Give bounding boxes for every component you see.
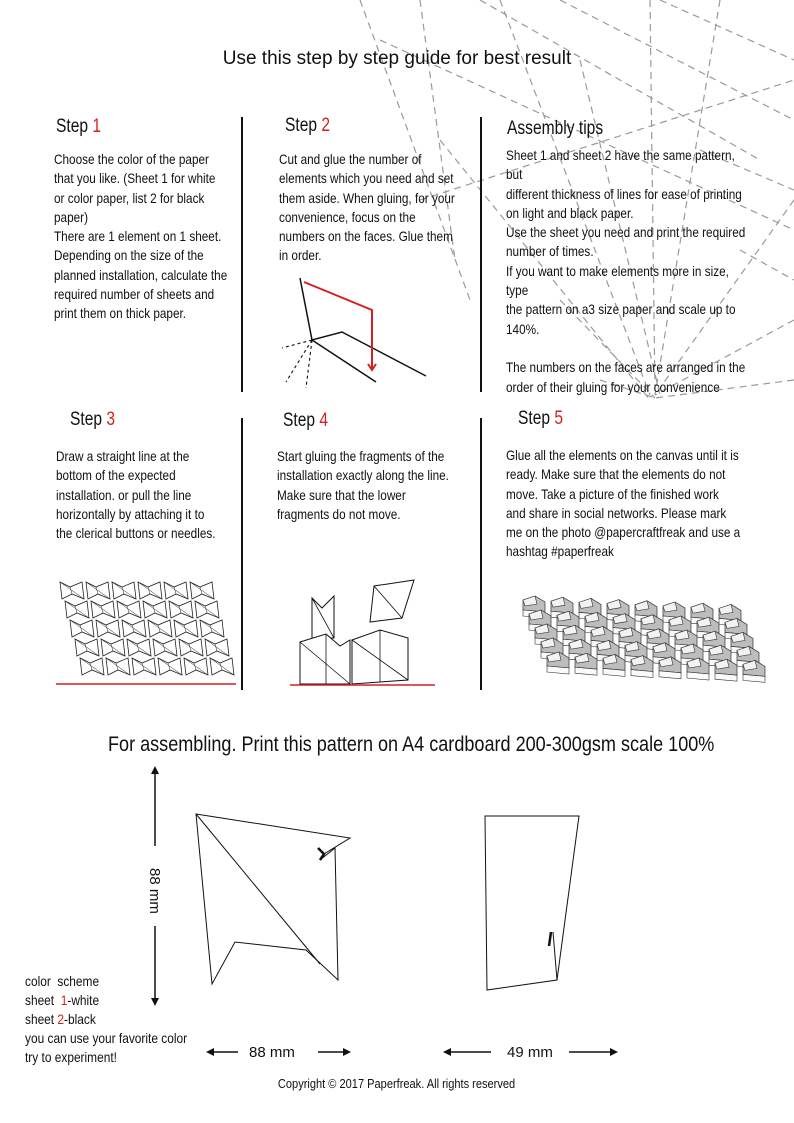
tile	[127, 639, 151, 656]
step-3-pattern-illustration	[56, 578, 236, 688]
tile	[138, 582, 162, 599]
sheet-color: -white	[67, 992, 100, 1008]
width-dimension-label-1: 88 mm	[249, 1044, 295, 1061]
assembling-title: For assembling. Print this pattern on A4 cardboard 200-300gsm scale 100%	[108, 733, 715, 756]
tile	[75, 639, 99, 656]
step-number: 2	[321, 115, 331, 136]
tile	[80, 658, 104, 675]
step-label: Step	[56, 116, 89, 137]
tile-3d	[743, 660, 765, 682]
step-1-heading	[56, 116, 101, 138]
sheet-text: sheet	[25, 992, 61, 1008]
step-4-text: Start gluing the fragments of the installation exactly along the line. Make sure that the lower fragments do not move.	[277, 448, 449, 522]
tile	[174, 620, 198, 637]
height-dimension-label: 88 mm	[146, 868, 163, 914]
tile	[205, 639, 229, 656]
step-2-text: Cut and glue the number of elements which you need and set them aside. When gluing, for your convenience, focus on the numbers on the faces. Glue them in order.	[279, 151, 455, 264]
page-title: Use this step by step guide for best result	[222, 48, 572, 69]
color-scheme-title: color scheme	[25, 973, 100, 989]
tile	[122, 620, 146, 637]
tile	[190, 582, 214, 599]
divider	[241, 418, 243, 690]
tile	[60, 582, 84, 599]
step-5-installation-illustration	[515, 590, 770, 690]
sheet-text: sheet	[25, 1011, 58, 1027]
tile	[112, 582, 136, 599]
width-dimension-label-2: 49 mm	[507, 1044, 553, 1061]
divider	[241, 117, 243, 392]
tile	[164, 582, 188, 599]
sheet-number: 1	[60, 992, 68, 1008]
step-2-heading	[285, 115, 330, 137]
tile	[70, 620, 94, 637]
sheet-color: -black	[64, 1011, 96, 1027]
copyright-text: Copyright © 2017 Paperfreak. All rights reserved	[278, 1076, 516, 1091]
step-5-text: Glue all the elements on the canvas until it is ready. Make sure that the elements do not move. Take a picture of the finished work and share in social networks. Please mark me on the photo @papercraftfreak and use a hashtag #paperfreak	[506, 447, 741, 560]
sheet-number: 2	[57, 1011, 65, 1027]
step-1-text: Choose the color of the paper that you like. (Sheet 1 for white or color paper, list 2 for black paper) There are 1 element on 1 sheet. Depending on the size of the planned installation, calculate the required number of sheets and print them on thick paper.	[54, 151, 228, 322]
tile-3d	[631, 656, 653, 678]
step-number: 1	[92, 116, 102, 137]
tile-3d	[715, 659, 737, 681]
step-number: 5	[554, 408, 564, 429]
step-3-heading	[70, 409, 115, 431]
experiment-line: try to experiment!	[25, 1049, 117, 1065]
tile	[65, 601, 89, 618]
tile-3d	[575, 653, 597, 675]
step-5-heading	[518, 408, 563, 430]
tile-3d	[687, 658, 709, 680]
step-4-fragments-illustration	[290, 578, 440, 688]
tile	[96, 620, 120, 637]
tile	[210, 658, 234, 675]
tile	[101, 639, 125, 656]
sheet-1-line	[25, 991, 187, 1010]
tile	[179, 639, 203, 656]
tile	[132, 658, 156, 675]
divider	[480, 418, 482, 690]
tile	[148, 620, 172, 637]
step-number: 4	[319, 410, 329, 431]
copyright	[0, 1076, 794, 1091]
tips-heading: Assembly tips	[507, 118, 604, 139]
tile	[195, 601, 219, 618]
favorite-color-line: you can use your favorite color	[25, 1030, 188, 1046]
tile	[117, 601, 141, 618]
step-3-text: Draw a straight line at the bottom of the expected installation. or pull the line horizontally by attaching it to the clerical buttons or needles.	[56, 448, 216, 542]
step-4-heading	[283, 410, 328, 432]
tips-text: Sheet 1 and sheet 2 have the same pattern, but different thickness of lines for ease of printing on light and black paper. Use the sheet you need and print the required number of times. If you want to make elements more in size, type the pattern on a3 size paper and scale up to 140%. The numbers on the faces are arranged in the order of their gluing for your convenience	[506, 147, 746, 395]
sheet-2-line	[25, 1010, 187, 1029]
tile	[86, 582, 110, 599]
step-label: Step	[70, 409, 103, 430]
tile	[200, 620, 224, 637]
step-label: Step	[283, 410, 316, 431]
color-scheme-note	[25, 972, 187, 1067]
step-label: Step	[518, 408, 551, 429]
divider	[480, 117, 482, 392]
tile-3d	[547, 652, 569, 674]
step-label: Step	[285, 115, 318, 136]
tile	[169, 601, 193, 618]
tile-3d	[659, 657, 681, 679]
tile	[91, 601, 115, 618]
tile	[153, 639, 177, 656]
tile-3d	[603, 654, 625, 676]
step-number: 3	[106, 409, 116, 430]
tile	[158, 658, 182, 675]
pattern-piece-narrow	[483, 812, 583, 992]
step-2-gluing-illustration	[276, 270, 436, 400]
pattern-piece-large	[190, 808, 350, 988]
tile	[184, 658, 208, 675]
tile	[106, 658, 130, 675]
tile	[143, 601, 167, 618]
